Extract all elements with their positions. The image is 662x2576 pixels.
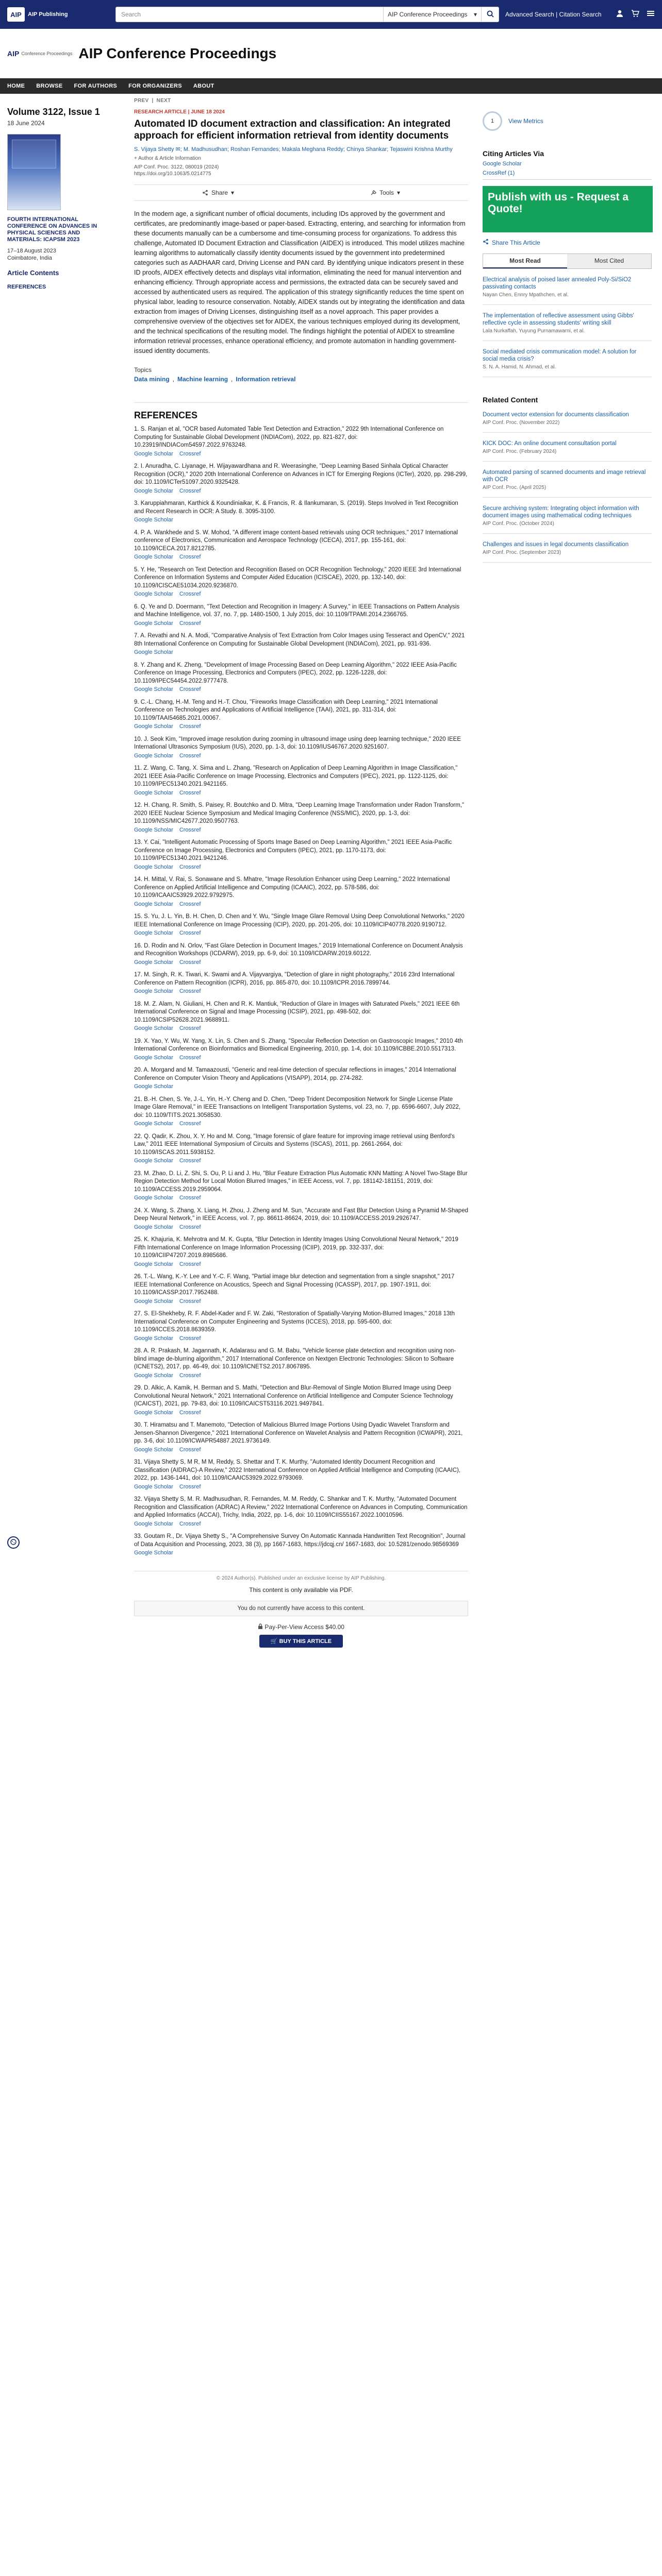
most-read-authors: Lala Nurkaffah, Yuyung Purnamawarni, et al. bbox=[483, 328, 585, 334]
google-scholar-link[interactable]: Google Scholar bbox=[134, 1483, 173, 1490]
reference-text: 12. H. Chang, R. Smith, S. Paisey, R. Boutchko and D. Mitra, "Deep Learning Image Transformation under Radon Transform," 2020 IEEE Nuclear Science Symposium and Medical Imaging Conference (NSS/MIC), 2020, pp. 1-3, doi: 10.1109/NSS/MIC42677.2020.9507763. bbox=[134, 802, 465, 824]
crossref-link[interactable]: Crossref bbox=[179, 1520, 201, 1527]
next-article-link[interactable]: NEXT bbox=[156, 97, 171, 104]
volume-date: 18 June 2024 bbox=[7, 120, 45, 127]
crossref-link[interactable]: Crossref bbox=[179, 1158, 201, 1164]
share-button[interactable] bbox=[202, 189, 234, 196]
article-main bbox=[126, 94, 476, 1648]
google-scholar-link[interactable]: Google Scholar bbox=[134, 1520, 173, 1527]
reference-links bbox=[134, 789, 468, 798]
main-nav bbox=[0, 78, 662, 94]
article-doi[interactable]: AIP Conf. Proc. 3122, 080019 (2024) https://doi.org/10.1063/5.0214775 bbox=[134, 164, 219, 177]
reference-text: 17. M. Singh, R. K. Tiwari, K. Swami and A. Vijayvargiya, "Detection of glare in night photography," 2016 23rd International Conference on Pattern Recognition (ICPR), 2016, pp. 865-870, doi: 10.1109/ICPR.2016.7899744. bbox=[134, 972, 455, 986]
reference-item bbox=[134, 1038, 468, 1062]
most-read-title-link[interactable]: Electrical analysis of poised laser annealed Poly-Si/SiO2 passivating contacts bbox=[483, 277, 632, 290]
pdf-only-notice: This content is only available via PDF. bbox=[249, 1586, 353, 1594]
related-journal: AIP Conf. Proc. (February 2024) bbox=[483, 449, 557, 454]
google-scholar-link[interactable]: Google Scholar bbox=[134, 686, 173, 692]
citing-articles-heading: Citing Articles Via bbox=[483, 149, 544, 158]
article-abstract: In the modern age, a significant number of official documents, including IDs approved by the government and certificates, are predominantly image-based or paper-based. Extracting, entering, and searching for information from these documents manually can be a cumbersome and time-consuming process for organizations. To address this challenge, Automated ID Document Extraction and Classification (AIDEX) is introduced. This model utilizes machine learning algorithms to automatically classify identity documents issued by the government into predetermined categories such as AADHAAR card, Driving License and PAN card. By identifying unique indicators present in these ID proofs, AIDEX effectively detects and displays vital information, eliminating the need for manual intervention and enhancing efficiency. Through appropriate access and permissions, the extracted data can be securely saved and accessed by authenticated users as required. The application of this strategy significantly reduces the time spent on physical labor, leading to resource conservation. Notably, AIDEX stands out by integrating the identification and data extraction from images of Driving Licenses, distinguishing itself as a novel approach. This paper provides a comprehensive overview of the objectives set for AIDEX, the various techniques employed during its development, and the technical specifications of the resulting model. The findings highlight the potential of AIDEX to streamline information retrieval processes, enhance operational efficiency, and promote automation in handling government-issued identity documents. bbox=[134, 210, 466, 354]
related-content-heading: Related Content bbox=[483, 396, 538, 404]
share-icon bbox=[483, 239, 489, 246]
related-content-item bbox=[483, 469, 652, 498]
reference-links bbox=[134, 929, 468, 938]
reference-item bbox=[134, 463, 468, 495]
crossref-link[interactable]: Crossref bbox=[179, 1335, 201, 1342]
reference-text: 8. Y. Zhang and K. Zheng, "Development of Image Processing Based on Deep Learning Algorithm," 2022 IEEE Asia-Pacific Conference on Image Processing, Electronics and Computers (IPEC), 2022, pp. 1226-1228, doi: 10.1109/IPEC54454.2022.9777478. bbox=[134, 662, 457, 684]
google-scholar-link[interactable]: Google Scholar bbox=[134, 1261, 173, 1267]
reference-links bbox=[134, 1083, 468, 1091]
crossref-link[interactable]: Crossref bbox=[179, 1054, 201, 1061]
reference-item bbox=[134, 603, 468, 628]
topics-list: Data mining , Machine learning , Information retrieval bbox=[134, 376, 296, 383]
no-access-notice: You do not currently have access to this content. bbox=[134, 1601, 468, 1616]
reference-text: 7. A. Revathi and N. A. Modi, "Comparative Analysis of Text Extraction from Color Images using Tesseract and OpenCV," 2021 8th International Conference on Computing for Sustainable Global Development (INDIACom), 2021, pp. 931-936. bbox=[134, 633, 465, 647]
crossref-link[interactable]: Crossref bbox=[179, 988, 201, 994]
related-title-link[interactable]: Document vector extension for documents classification bbox=[483, 412, 629, 418]
crossref-link[interactable]: Crossref bbox=[179, 1025, 201, 1031]
related-content-item bbox=[483, 541, 652, 563]
nav-about[interactable]: ABOUT bbox=[193, 83, 214, 89]
reference-item bbox=[134, 839, 468, 871]
crossref-link[interactable]: Crossref bbox=[179, 1195, 201, 1201]
topics-label: Topics bbox=[134, 366, 152, 374]
reference-item bbox=[134, 1347, 468, 1380]
aip-logo-mark: AIP bbox=[7, 7, 25, 22]
reference-links bbox=[134, 723, 468, 731]
tools-icon bbox=[370, 190, 376, 196]
divider bbox=[483, 533, 652, 534]
reference-links bbox=[134, 620, 468, 628]
reference-item bbox=[134, 1421, 468, 1454]
related-journal: AIP Conf. Proc. (September 2023) bbox=[483, 550, 561, 555]
reference-item bbox=[134, 1459, 468, 1491]
reference-item bbox=[134, 1310, 468, 1343]
most-read-item bbox=[483, 276, 652, 305]
reference-text: 24. X. Wang, S. Zhang, X. Liang, H. Zhou, J. Zheng and M. Sun, "Accurate and Fast Blur Detection Using a Pyramid M-Shaped Deep Neural Network," in IEEE Access, vol. 7, pp. 86611-86624, 2019, doi: 10.1109/ACCESS.2019.2926747. bbox=[134, 1207, 468, 1222]
reference-item bbox=[134, 876, 468, 908]
reference-links bbox=[134, 686, 468, 694]
divider bbox=[483, 304, 652, 305]
references-nav-link[interactable]: REFERENCES bbox=[7, 284, 46, 290]
top-bar bbox=[0, 0, 662, 29]
reference-text: 10. J. Seok Kim, "Improved image resolution during zooming in ultrasound image using deep learning technique," 2020 IEEE International Ultrasonics Symposium (IUS), 2020, pp. 1-3, doi: 10.1109/IUS46767.2020.9251607. bbox=[134, 736, 461, 750]
tools-label: Tools bbox=[379, 189, 394, 196]
reference-item bbox=[134, 1496, 468, 1528]
reference-text: 9. C.-L. Chang, H.-M. Teng and H.-T. Chou, "Fireworks Image Classification with Deep Learning," 2021 International Conference on Technologies and Applications of Artificial Intelligence (TAAI), 2021, pp. 311-314, doi: 10.1109/TAAI54685.2021.00067. bbox=[134, 699, 438, 721]
reference-links bbox=[134, 1335, 468, 1343]
related-content-item bbox=[483, 505, 652, 534]
most-read-authors: Nayan Chen, Ennry Mpathchen, et al. bbox=[483, 292, 569, 298]
divider bbox=[483, 461, 652, 462]
reference-item bbox=[134, 1133, 468, 1165]
tab-most-cited[interactable]: Most Cited bbox=[567, 254, 651, 268]
reference-links bbox=[134, 1054, 468, 1062]
reference-item bbox=[134, 566, 468, 599]
chevron-down-icon: ▾ bbox=[396, 189, 401, 196]
reference-text: 18. M. Z. Alam, N. Giuliani, H. Chen and R. K. Mantiuk, "Reduction of Glare in Images with Saturated Pixels," 2021 IEEE 6th International Conference on Signal and Image Processing (ICSIP), 2021, pp. 498-502, doi: 10.1109/ICSIP52628.2021.9688911. bbox=[134, 1001, 460, 1023]
reference-item bbox=[134, 1170, 468, 1202]
reference-links bbox=[134, 487, 468, 496]
crossref-link[interactable]: Crossref bbox=[179, 620, 201, 626]
reference-item bbox=[134, 1273, 468, 1306]
user-icon[interactable] bbox=[616, 9, 624, 20]
google-scholar-link[interactable]: Google Scholar bbox=[134, 1054, 173, 1061]
reference-text: 2. I. Anuradha, C. Liyanage, H. Wijayawardhana and R. Weerasinghe, "Deep Learning Based Sinhala Optical Character Recognition (OCR)," 2020 20th International Conference on Advances in ICT for Emerging Regions (ICTer), 2020, pp. 298-299, doi: 10.1109/ICTer51097.2020.9325428. bbox=[134, 463, 468, 485]
reference-links bbox=[134, 553, 468, 562]
reference-item bbox=[134, 1207, 468, 1232]
reference-links bbox=[134, 1549, 468, 1557]
issue-sidebar bbox=[7, 94, 126, 1648]
reference-text: 11. Z. Wang, C. Tang, X. Sima and L. Zhang, "Research on Application of Deep Learning Algorithm in Image Classification," 2021 IEEE Asia-Pacific Conference on Image Processing, Electronics and Computers (IPEC), 2021, pp. 1122-1125, doi: 10.1109/IPEC51340.2021.9421165. bbox=[134, 765, 458, 787]
topic-link[interactable]: Information retrieval bbox=[236, 376, 296, 383]
crossref-link[interactable]: Crossref bbox=[179, 863, 201, 870]
chevron-down-icon: ▾ bbox=[231, 189, 235, 196]
reference-text: 6. Q. Ye and D. Doermann, "Text Detection and Recognition in Imagery: A Survey," in IEEE Transactions on Pattern Analysis and Machine Intelligence, vol. 37, no. 7, pp. 1480-1500, 1 July 2015, doi: 10.1109/TPAMI.2014.2366765. bbox=[134, 603, 460, 618]
reference-item bbox=[134, 1066, 468, 1091]
cookie-settings-button[interactable] bbox=[7, 1536, 20, 1549]
volume-title[interactable]: Volume 3122, Issue 1 bbox=[7, 107, 100, 117]
google-scholar-link[interactable]: Google Scholar bbox=[134, 591, 173, 597]
reference-links bbox=[134, 1261, 468, 1269]
most-read-item bbox=[483, 312, 652, 341]
related-title-link[interactable]: KICK DOC: An online document consultation portal bbox=[483, 440, 617, 447]
journal-title[interactable]: AIP Conference Proceedings bbox=[78, 45, 277, 61]
reference-text: 16. D. Rodin and N. Orlov, "Fast Glare Detection in Document Images," 2019 International Conference on Document Analysis and Recognition Workshops (ICDARW), 2019, pp. 6-9, doi: 10.1109/ICDARW.2019.60122. bbox=[134, 942, 463, 957]
reference-text: 29. D. Alkic, A. Kamik, H. Berman and S. Mathi, "Detection and Blur-Removal of Single Motion Blurred Image using Deep Convolutional Neural Network," 2021 International Conference on Artificial Intelligence and Computer Science Technology (ICAICST), 2021, pp. 79-83, doi: 10.1109/ICAICST53116.2021.9497841. bbox=[134, 1385, 453, 1407]
google-scholar-link[interactable]: Google Scholar bbox=[134, 901, 173, 907]
most-read-title-link[interactable]: The implementation of reflective assessment using Gibbs' reflective cycle in assessing students' writing skill bbox=[483, 313, 634, 326]
nav-home[interactable]: HOME bbox=[7, 83, 25, 89]
search-input[interactable]: Search bbox=[115, 7, 384, 22]
reference-item bbox=[134, 699, 468, 731]
reference-links bbox=[134, 516, 468, 524]
related-title-link[interactable]: Automated parsing of scanned documents and image retrieval with OCR bbox=[483, 469, 646, 483]
reference-text: 14. H. Mittal, V. Rai, S. Sonawane and S. Mhatre, "Image Resolution Enhancer using Deep Learning," 2022 International Conference on Applied Artificial Intelligence and Computing (ICAAIC), 2022, pp. 578-586, doi: 10.1109/ICAAIC53929.2022.9792975. bbox=[134, 876, 450, 899]
google-scholar-link[interactable]: Google Scholar bbox=[134, 487, 173, 494]
crossref-link[interactable]: Crossref bbox=[179, 1121, 201, 1127]
references-list bbox=[134, 426, 468, 1557]
crossref-link[interactable]: Crossref bbox=[179, 686, 201, 692]
reference-links bbox=[134, 752, 468, 760]
share-article-label: Share This Article bbox=[492, 239, 540, 246]
tab-most-read[interactable]: Most Read bbox=[483, 254, 567, 268]
google-scholar-link[interactable]: Google Scholar bbox=[134, 1335, 173, 1342]
reference-text: 19. X. Yao, Y. Wu, W. Yang, X. Lin, S. Chen and S. Zhang, "Specular Reflection Detection on Gastroscopic Images," 2010 4th International Conference on Bioinformatics and Biomedical Engineering, 2010, pp. 1-4, doi: 10.1109/ICBBE.2010.5517313. bbox=[134, 1038, 463, 1052]
related-journal: AIP Conf. Proc. (April 2025) bbox=[483, 485, 547, 490]
cart-icon[interactable] bbox=[631, 9, 639, 20]
reference-links bbox=[134, 863, 468, 872]
reference-text: 33. Goutam R., Dr. Vijaya Shetty S., "A Comprehensive Survey On Automatic Kannada Handwritten Text Recognition", Journal of Data Acquisition and Processing, 2023, 38 (3), pp 1667-1683, https://jdcqj.cn/ 1667-1683, doi: 10.5281/zenodo.98569369 bbox=[134, 1533, 466, 1548]
reference-item bbox=[134, 736, 468, 760]
article-footer bbox=[134, 1571, 468, 1648]
search-icon bbox=[487, 10, 494, 19]
divider bbox=[483, 432, 652, 433]
google-scholar-link[interactable]: Google Scholar bbox=[134, 863, 173, 870]
reference-item bbox=[134, 632, 468, 657]
google-scholar-link[interactable]: Google Scholar bbox=[134, 826, 173, 833]
reference-text: 30. T. Hiramatsu and T. Manemoto, "Detection of Malicious Blurred Image Portions Using Dyadic Wavelet Transform and Jensen-Shannon Divergence," 2021 International Conference on Wavelet Analysis and Pattern Recognition (ICWAPR), 2021, pp. 3-6, doi: 10.1109/ICWAPR54887.2021.9736149. bbox=[134, 1422, 463, 1444]
reference-text: 5. Y. He, "Research on Text Detection and Recognition Based on OCR Recognition Technology," 2020 IEEE 3rd International Conference on Information Systems and Computer Aided Education (ICISCAE), 2020, pp. 132-140, doi: 10.1109/ICISCAE51034.2020.9236870. bbox=[134, 566, 461, 589]
related-journal: AIP Conf. Proc. (November 2022) bbox=[483, 420, 560, 426]
citing-google-scholar-link[interactable]: Google Scholar bbox=[483, 161, 522, 167]
share-tools-bar bbox=[134, 184, 468, 201]
google-scholar-link[interactable]: Google Scholar bbox=[134, 1121, 173, 1127]
reference-text: 4. P. A. Wankhede and S. W. Mohod, "A different image content-based retrievals using OCR techniques," 2017 International conference of Electronics, Communication and Aerospace Technology (ICECA), 2017, pp. 155-161, doi: 10.1109/ICECA.2017.8212785. bbox=[134, 529, 458, 552]
google-scholar-link[interactable]: Google Scholar bbox=[134, 1446, 173, 1453]
google-scholar-link[interactable]: Google Scholar bbox=[134, 649, 173, 655]
google-scholar-link[interactable]: Google Scholar bbox=[134, 1298, 173, 1304]
cookie-icon bbox=[10, 1539, 16, 1547]
reference-links bbox=[134, 1372, 468, 1380]
reference-item bbox=[134, 971, 468, 996]
reference-text: 20. A. Morgand and M. Tamaazousti, "Generic and real-time detection of specular reflections in images," 2014 International Conference on Computer Vision Theory and Applications (VISAPP), 2014, pp. 274-282. bbox=[134, 1067, 456, 1081]
reference-links bbox=[134, 901, 468, 909]
reference-text: 31. Vijaya Shetty S, M R, M M, Reddy, S. Shettar and T. K. Murthy, "Automated Identity Document Recognition and Classification (AIDRAC)-A Review," 2022 International Conference on Applied Artificial Intelligence and Computing (ICAAIC), 2022, pp. 1436-1441, doi: 10.1109/ICAAIC53929.2022.9793069. bbox=[134, 1459, 461, 1481]
reference-item bbox=[134, 1384, 468, 1417]
crossref-link[interactable]: Crossref bbox=[179, 901, 201, 907]
advanced-search-link[interactable]: Advanced Search | Citation Search bbox=[505, 11, 602, 18]
related-content-item bbox=[483, 411, 652, 433]
google-scholar-link[interactable]: Google Scholar bbox=[134, 1083, 173, 1090]
buy-article-button[interactable] bbox=[259, 1635, 343, 1648]
buy-article-label: BUY THIS ARTICLE bbox=[279, 1638, 332, 1645]
reference-item bbox=[134, 1236, 468, 1268]
crossref-link[interactable]: Crossref bbox=[179, 450, 201, 457]
reference-links bbox=[134, 1446, 468, 1454]
reference-links bbox=[134, 826, 468, 835]
share-label: Share bbox=[211, 189, 228, 196]
related-title-link[interactable]: Challenges and issues in legal documents classification bbox=[483, 541, 629, 548]
reference-text: 25. K. Khajuria, K. Mehrotra and M. K. Gupta, "Blur Detection in Identity Images Using Convolutional Neural Network," 2019 Fifth International Conference on Image Information Processing (ICIIP), 2019, pp. 332-337, doi: 10.1109/ICIIP47207.2019.8985686. bbox=[134, 1236, 458, 1259]
reference-text: 13. Y. Cai, "Intelligent Automatic Processing of Sports Image Based on Deep Learning Algorithm," 2021 IEEE Asia-Pacific Conference on Image Processing, Electronics and Computers (IPEC), 2021, pp. 1170-1173, doi: 10.1109/IPEC51340.2021.9421246. bbox=[134, 839, 452, 861]
pay-per-view-price bbox=[134, 1623, 468, 1631]
pay-per-view-label: Pay-Per-View Access $40.00 bbox=[264, 1623, 344, 1631]
reference-item bbox=[134, 1533, 468, 1557]
author-list[interactable]: S. Vijaya Shetty ✉; M. Madhusudhan; Roshan Fernandes; Makala Meghana Reddy; Chinya Shankar; Tejaswini Krishna Murthy bbox=[134, 146, 453, 152]
google-scholar-link[interactable]: Google Scholar bbox=[134, 988, 173, 994]
chevron-down-icon: ▾ bbox=[473, 11, 477, 18]
google-scholar-link[interactable]: Google Scholar bbox=[134, 930, 173, 936]
most-read-cited-tabs bbox=[483, 253, 652, 269]
altmetric-badge[interactable]: 1 bbox=[483, 111, 502, 131]
altmetric-widget[interactable] bbox=[483, 111, 652, 131]
reference-item bbox=[134, 765, 468, 797]
references-heading: REFERENCES bbox=[134, 402, 468, 421]
publish-with-us-ad[interactable] bbox=[483, 186, 653, 232]
aip-logo-text: AIP Publishing bbox=[28, 11, 68, 18]
related-content-item bbox=[483, 440, 652, 462]
share-icon bbox=[202, 190, 208, 196]
conference-location: 17–18 August 2023 Coimbatore, India bbox=[7, 248, 56, 261]
google-scholar-link[interactable]: Google Scholar bbox=[134, 959, 173, 965]
search-bar bbox=[115, 7, 499, 22]
reference-links bbox=[134, 988, 468, 996]
google-scholar-link[interactable]: Google Scholar bbox=[134, 1372, 173, 1379]
reference-item bbox=[134, 529, 468, 562]
google-scholar-link[interactable]: Google Scholar bbox=[134, 1195, 173, 1201]
related-title-link[interactable]: Secure archiving system: Integrating object information with document images using mathematical coding techniques bbox=[483, 505, 639, 519]
reference-item bbox=[134, 500, 468, 524]
reference-text: 21. B.-H. Chen, S. Ye, J.-L. Yin, H.-Y. Cheng and D. Chen, "Deep Trident Decomposition Network for Single License Plate Image Glare Removal," in IEEE Transactions on Intelligent Transportation Systems, vol. 23, no. 7, pp. 6596-6607, July 2022, doi: 10.1109/TITS.2021.3058530. bbox=[134, 1096, 461, 1118]
google-scholar-link[interactable]: Google Scholar bbox=[134, 789, 173, 796]
crossref-link[interactable]: Crossref bbox=[179, 1298, 201, 1304]
reference-item bbox=[134, 913, 468, 938]
reference-links bbox=[134, 1298, 468, 1306]
google-scholar-link[interactable]: Google Scholar bbox=[134, 1550, 173, 1556]
reference-item bbox=[134, 802, 468, 834]
google-scholar-link[interactable]: Google Scholar bbox=[134, 1025, 173, 1031]
search-scope-select[interactable] bbox=[384, 7, 482, 22]
reference-item bbox=[134, 662, 468, 694]
padlock-icon bbox=[258, 1623, 264, 1631]
google-scholar-link[interactable]: Google Scholar bbox=[134, 723, 173, 730]
crossref-link[interactable]: Crossref bbox=[179, 789, 201, 796]
reference-links bbox=[134, 1025, 468, 1033]
reference-text: 15. S. Yu, J. L. Yin, B. H. Chen, D. Chen and Y. Wu, "Single Image Glare Removal Using Deep Convolutional Networks," 2020 IEEE International Conference on Image Processing (ICIP), 2020, pp. 201-205, doi: 10.1109/ICIP40778.2020.9190712. bbox=[134, 913, 465, 928]
related-journal: AIP Conf. Proc. (October 2024) bbox=[483, 521, 554, 527]
aip-journal-badge[interactable] bbox=[7, 49, 72, 58]
related-content-list bbox=[483, 411, 652, 563]
crossref-link[interactable]: Crossref bbox=[179, 1409, 201, 1416]
reference-text: 23. M. Zhao, D. Li, Z. Shi, S. Ou, P. Li and J. Hu, "Blur Feature Extraction Plus Automatic KNN Matting: A Novel Two-Stage Blur Region Detection Method for Local Motion Blurred Images," in IEEE Access, vol. 7, pp. 181142-181151, 2019, doi: 10.1109/ACCESS.2019.2959064. bbox=[134, 1170, 468, 1193]
reference-links bbox=[134, 590, 468, 599]
reference-links bbox=[134, 450, 468, 459]
google-scholar-link[interactable]: Google Scholar bbox=[134, 554, 173, 560]
article-contents-heading: Article Contents bbox=[7, 269, 59, 277]
reference-links bbox=[134, 1157, 468, 1165]
nav-for-organizers[interactable]: FOR ORGANIZERS bbox=[128, 83, 182, 89]
right-sidebar bbox=[476, 94, 652, 1648]
crossref-link[interactable]: Crossref bbox=[179, 959, 201, 965]
google-scholar-link[interactable]: Google Scholar bbox=[134, 517, 173, 523]
citing-articles-box bbox=[483, 149, 652, 180]
article-title: Automated ID document extraction and classification: An integrated approach for efficient information retrieval from identity documents bbox=[134, 118, 451, 141]
author-info-toggle[interactable]: + Author & Article Information bbox=[134, 156, 201, 161]
article-pager: PREV | NEXT bbox=[134, 97, 171, 104]
view-metrics-link[interactable]: View Metrics bbox=[508, 117, 543, 125]
crossref-link[interactable]: Crossref bbox=[179, 1372, 201, 1379]
google-scholar-link[interactable]: Google Scholar bbox=[134, 450, 173, 457]
crossref-link[interactable]: Crossref bbox=[179, 1483, 201, 1490]
search-scope-label: AIP Conference Proceedings bbox=[388, 11, 468, 18]
reference-links bbox=[134, 649, 468, 657]
reference-item bbox=[134, 426, 468, 458]
most-read-title-link[interactable]: Social mediated crisis communication model: A solution for social media crisis? bbox=[483, 349, 637, 362]
crossref-link[interactable]: Crossref bbox=[179, 591, 201, 597]
reference-item bbox=[134, 1001, 468, 1033]
reference-links bbox=[134, 1120, 468, 1128]
reference-text: 28. A. R. Prakash, M. Jagannath, K. Adalarasu and G. M. Babu, "Vehicle license plate detection and recognition using non-blind image de-blurring algorithm," 2017 International Conference on Nextgen Electronic Technologies: Silicon to Software (ICNETS2), 2017, pp. 46-49, doi: 10.1109/ICNETS2.2017.8067895. bbox=[134, 1348, 456, 1370]
copyright-notice: © 2024 Author(s). Published under an exclusive license by AIP Publishing. bbox=[216, 1575, 386, 1581]
nav-for-authors[interactable]: FOR AUTHORS bbox=[74, 83, 118, 89]
reference-item bbox=[134, 1096, 468, 1128]
divider bbox=[483, 497, 652, 498]
crossref-link[interactable]: Crossref bbox=[179, 487, 201, 494]
reference-text: 1. S. Ranjan et al, "OCR based Automated Table Text Detection and Extraction," 2022 9th International Conference on Computing for Sustainable Global Development (INDIACom), 2022, pp. 821-827, doi: 10.23919/INDIACom54597.2022.9763248. bbox=[134, 426, 444, 448]
most-read-item bbox=[483, 348, 652, 377]
search-button[interactable] bbox=[482, 7, 499, 22]
prev-article-link[interactable]: PREV bbox=[134, 97, 149, 104]
crossref-link[interactable]: Crossref bbox=[179, 1261, 201, 1267]
menu-icon[interactable] bbox=[647, 9, 655, 20]
reference-links bbox=[134, 1409, 468, 1417]
ad-title: Publish with us - Request a Quote! bbox=[488, 191, 629, 215]
crossref-link[interactable]: Crossref bbox=[179, 1224, 201, 1230]
most-read-authors: S. N. A. Hamid, N. Ahmad, et al. bbox=[483, 364, 556, 370]
aip-badge-text: AIP bbox=[7, 49, 20, 58]
crossref-link[interactable]: Crossref bbox=[179, 1446, 201, 1453]
nav-browse[interactable]: BROWSE bbox=[36, 83, 63, 89]
crossref-link[interactable]: Crossref bbox=[179, 554, 201, 560]
reference-text: 27. S. El-Shekheby, R. F. Abdel-Kader and F. W. Zaki, "Restoration of Spatially-Varying Motion-Blurred Images," 2018 13th International Conference on Computer Engineering and Systems (ICCES), 2018, pp. 595-600, doi: 10.1109/ICCES.2018.8639359. bbox=[134, 1311, 455, 1333]
aip-badge-sub: Conference Proceedings bbox=[21, 50, 73, 56]
divider bbox=[483, 562, 652, 563]
google-scholar-link[interactable]: Google Scholar bbox=[134, 752, 173, 759]
aip-publishing-logo[interactable] bbox=[7, 7, 105, 22]
topic-link[interactable]: Machine learning bbox=[177, 376, 228, 383]
issue-cover-image[interactable] bbox=[7, 134, 61, 210]
tools-button[interactable] bbox=[370, 189, 400, 196]
google-scholar-link[interactable]: Google Scholar bbox=[134, 1224, 173, 1230]
cart-icon: 🛒 bbox=[270, 1638, 278, 1645]
content-layout bbox=[0, 94, 662, 1648]
crossref-link[interactable]: Crossref bbox=[179, 930, 201, 936]
google-scholar-link[interactable]: Google Scholar bbox=[134, 1409, 173, 1416]
most-read-list bbox=[483, 276, 652, 377]
topic-link[interactable]: Data mining bbox=[134, 376, 170, 383]
conference-name: FOURTH INTERNATIONAL CONFERENCE ON ADVANCES IN PHYSICAL SCIENCES AND MATERIALS: ICAPSM 2023 bbox=[7, 216, 97, 243]
google-scholar-link[interactable]: Google Scholar bbox=[134, 1158, 173, 1164]
citing-crossref-link[interactable]: CrossRef (1) bbox=[483, 170, 515, 176]
reference-text: 32. Vijaya Shetty S, M. R. Madhusudhan, R. Fernandes, M. M. Reddy, C. Shankar and T. K. Murthy, "Automated Document Recognition and Classification (ADRAC) A Review," 2022 International Conference on Advances in Computing, Communication and Applied Informatics (ACCAI), Trichy, India, 2022, pp. 1-6, doi: 10.1109/ICIIS55167.2022.10010596. bbox=[134, 1496, 468, 1518]
google-scholar-link[interactable]: Google Scholar bbox=[134, 620, 173, 626]
reference-links bbox=[134, 1194, 468, 1202]
reference-links bbox=[134, 1224, 468, 1232]
share-this-article-link[interactable] bbox=[483, 239, 652, 246]
reference-text: 22. Q. Qadir, K. Zhou, X. Y. Ho and M. Cong, "Image forensic of glare feature for improving image retrieval using Benford's Law," 2011 IEEE International Symposium of Circuits and Systems (ISCAS), 2011, pp. 2661-2664, doi: 10.1109/ISCAS.2011.5938152. bbox=[134, 1133, 455, 1156]
article-type: RESEARCH ARTICLE | JUNE 18 2024 bbox=[134, 109, 225, 115]
reference-links bbox=[134, 1520, 468, 1529]
journal-header bbox=[0, 29, 662, 78]
reference-links bbox=[134, 1483, 468, 1492]
crossref-link[interactable]: Crossref bbox=[179, 752, 201, 759]
reference-item bbox=[134, 942, 468, 967]
reference-links bbox=[134, 959, 468, 967]
reference-text: 26. T.-L. Wang, K.-Y. Lee and Y.-C. F. Wang, "Partial image blur detection and segmentation from a single snapshot," 2017 IEEE International Conference on Acoustics, Speech and Signal Processing (ICASSP), 2017, pp. 1907-1911, doi: 10.1109/ICASSP.2017.7952488. bbox=[134, 1274, 455, 1296]
crossref-link[interactable]: Crossref bbox=[179, 826, 201, 833]
crossref-link[interactable]: Crossref bbox=[179, 723, 201, 730]
reference-text: 3. Karuppiahmaran, Karthick & Koundiniaikar, K. & Francis, R. & Ilankumaran, S. (2019). Steps Involved in Text Recognition and Recent Research in OCR: A Study. 8. 3095-3100. bbox=[134, 500, 458, 515]
